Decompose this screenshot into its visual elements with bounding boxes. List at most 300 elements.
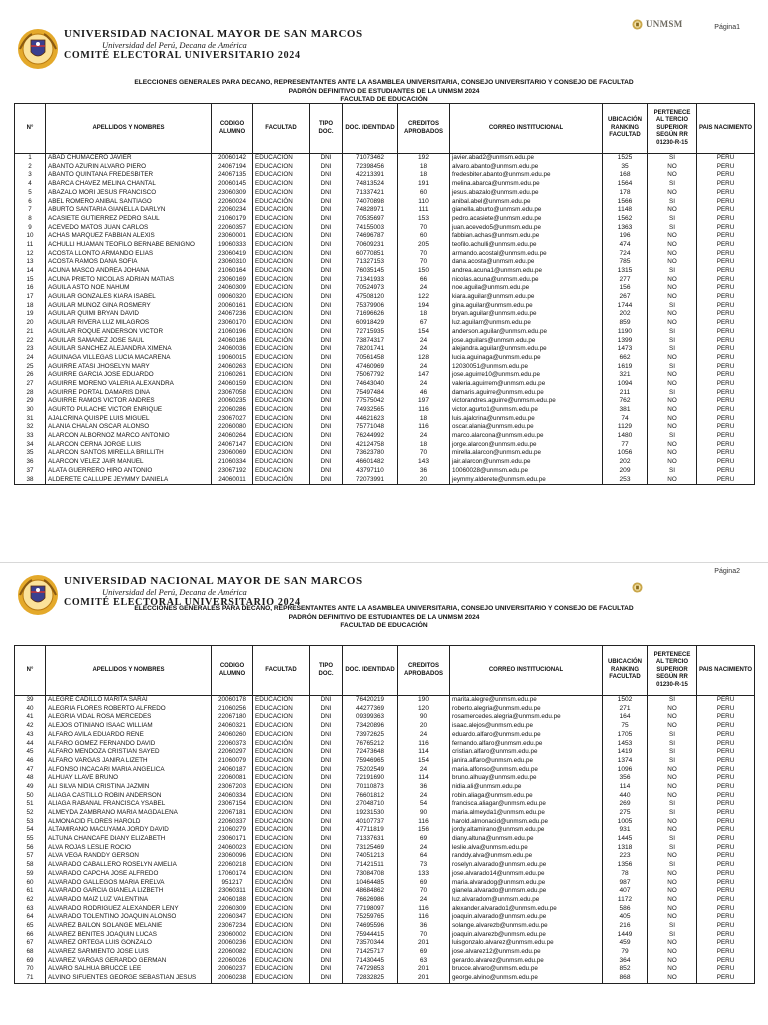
cell-ranking: 1129 [603, 423, 648, 432]
cell-row-number: 28 [15, 389, 46, 398]
cell-faculty: EDUCACIÓN [253, 189, 310, 198]
table-row [15, 258, 755, 267]
cell-ranking: 321 [603, 371, 648, 380]
cell-full-name: ALEJOS OTINIANO ISAAC WILLIAM [46, 722, 212, 731]
cell-row-number: 4 [15, 180, 46, 189]
cell-birth-country: PERU [697, 328, 755, 337]
cell-birth-country: PERU [697, 696, 755, 705]
cell-email: jair.alarcon@unmsm.edu.pe [450, 458, 603, 467]
cell-upper-third: NO [648, 380, 697, 389]
cell-doc-id: 74155003 [343, 224, 398, 233]
cell-faculty: EDUCACIÓN [253, 870, 310, 879]
cell-upper-third: NO [648, 887, 697, 896]
cell-ranking: 1374 [603, 757, 648, 766]
cell-student-code: 24060263 [212, 363, 253, 372]
cell-ranking: 785 [603, 258, 648, 267]
cell-faculty: EDUCACIÓN [253, 432, 310, 441]
cell-row-number: 55 [15, 835, 46, 844]
column-header-student-code: CODIGO ALUMNO [212, 104, 253, 154]
cell-upper-third: NO [648, 354, 697, 363]
table-row [15, 774, 755, 783]
cell-faculty: EDUCACIÓN [253, 783, 310, 792]
cell-birth-country: PERU [697, 458, 755, 467]
table-row [15, 800, 755, 809]
cell-upper-third: NO [648, 792, 697, 801]
table-row [15, 449, 755, 458]
cell-doc-type: DNI [310, 423, 343, 432]
cell-ranking: 223 [603, 852, 648, 861]
cell-email: teofilo.achulli@unmsm.edu.pe [450, 241, 603, 250]
cell-birth-country: PERU [697, 423, 755, 432]
column-header-doc-id: DOC. IDENTIDAD [343, 646, 398, 696]
cell-student-code: 23060069 [212, 449, 253, 458]
cell-doc-id: 74696787 [343, 232, 398, 241]
cell-ranking: 1094 [603, 380, 648, 389]
cell-ranking: 78 [603, 870, 648, 879]
cell-row-number: 40 [15, 705, 46, 714]
table-row [15, 302, 755, 311]
table-row [15, 475, 755, 484]
cell-row-number: 35 [15, 449, 46, 458]
table-row [15, 870, 755, 879]
university-header [64, 575, 363, 608]
cell-doc-id: 74932565 [343, 406, 398, 415]
cell-doc-id: 72832825 [343, 974, 398, 983]
cell-student-code: 23067027 [212, 415, 253, 424]
cell-doc-id: 74695596 [343, 922, 398, 931]
cell-upper-third: NO [648, 705, 697, 714]
table-row [15, 371, 755, 380]
cell-ranking: 1453 [603, 739, 648, 748]
table-row [15, 441, 755, 450]
cell-birth-country: PERU [697, 931, 755, 940]
cell-doc-id: 09399363 [343, 713, 398, 722]
cell-email: roberto.alegria@unmsm.edu.pe [450, 705, 603, 714]
cell-upper-third: SI [648, 267, 697, 276]
cell-faculty: EDUCACIÓN [253, 731, 310, 740]
cell-birth-country: PERU [697, 224, 755, 233]
cell-faculty: EDUCACIÓN [253, 267, 310, 276]
cell-credits: 24 [398, 731, 450, 740]
cell-credits: 20 [398, 475, 450, 484]
cell-full-name: ACHAS MARQUEZ FABBIAN ALEXIS [46, 232, 212, 241]
cell-doc-type: DNI [310, 276, 343, 285]
cell-row-number: 41 [15, 713, 46, 722]
cell-birth-country: PERU [697, 896, 755, 905]
cell-birth-country: PERU [697, 397, 755, 406]
cell-row-number: 25 [15, 363, 46, 372]
cell-student-code: 21060261 [212, 371, 253, 380]
cell-upper-third: NO [648, 475, 697, 484]
cell-doc-type: DNI [310, 792, 343, 801]
unmsm-logo [632, 17, 683, 31]
cell-ranking: 1190 [603, 328, 648, 337]
cell-full-name: ABURTO SANTARIA GIANELLA DARLYN [46, 206, 212, 215]
cell-doc-type: DNI [310, 345, 343, 354]
cell-row-number: 9 [15, 224, 46, 233]
cell-email: rosamercedes.alegria@unmsm.edu.pe [450, 713, 603, 722]
table-row [15, 809, 755, 818]
cell-faculty: EDUCACIÓN [253, 345, 310, 354]
cell-email: jeymmy.alderete@unmsm.edu.pe [450, 475, 603, 484]
cell-doc-type: DNI [310, 774, 343, 783]
cell-full-name: AGUILAR SAMANEZ JOSE SAUL [46, 336, 212, 345]
cell-ranking: 79 [603, 948, 648, 957]
cell-row-number: 29 [15, 397, 46, 406]
cell-row-number: 67 [15, 939, 46, 948]
cell-row-number: 37 [15, 467, 46, 476]
cell-doc-type: DNI [310, 800, 343, 809]
cell-full-name: ALVARO SALHUA BRUCCE LEE [46, 965, 212, 974]
cell-full-name: ALFARO VARGAS JANIRA LIZETH [46, 757, 212, 766]
cell-doc-id: 75944415 [343, 931, 398, 940]
cell-student-code: 23060170 [212, 319, 253, 328]
cell-row-number: 33 [15, 432, 46, 441]
cell-upper-third: NO [648, 441, 697, 450]
cell-upper-third: NO [648, 397, 697, 406]
cell-full-name: ALEGRIA VIDAL ROSA MERCEDES [46, 713, 212, 722]
cell-ranking: 724 [603, 250, 648, 259]
cell-email: luz.alvaradom@unmsm.edu.pe [450, 896, 603, 905]
roll-title: PADRÓN DEFINITIVO DE ESTUDIANTES DE LA UNMSM 2024 [288, 613, 480, 621]
cell-doc-id: 73623780 [343, 449, 398, 458]
cell-row-number: 5 [15, 189, 46, 198]
table-row [15, 739, 755, 748]
cell-doc-type: DNI [310, 380, 343, 389]
cell-birth-country: PERU [697, 905, 755, 914]
cell-ranking: 168 [603, 171, 648, 180]
cell-birth-country: PERU [697, 441, 755, 450]
cell-student-code: 22060081 [212, 774, 253, 783]
voter-roll-table [14, 645, 755, 984]
cell-upper-third: NO [648, 965, 697, 974]
cell-row-number: 47 [15, 766, 46, 775]
cell-credits: 24 [398, 345, 450, 354]
cell-row-number: 12 [15, 250, 46, 259]
cell-email: maria.alfonso@unmsm.edu.pe [450, 766, 603, 775]
cell-doc-id: 70110873 [343, 783, 398, 792]
table-row [15, 467, 755, 476]
table-row [15, 818, 755, 827]
column-header-upper-third: PERTENECE AL TERCIO SUPERIOR SEGÚN RR 01230-R-15 [648, 646, 697, 696]
cell-faculty: EDUCACIÓN [253, 722, 310, 731]
table-row [15, 852, 755, 861]
cell-student-code: 22060024 [212, 197, 253, 206]
cell-doc-type: DNI [310, 913, 343, 922]
cell-credits: 69 [398, 835, 450, 844]
cell-row-number: 56 [15, 844, 46, 853]
cell-full-name: ALFARO AVILA EDUARDO RENE [46, 731, 212, 740]
cell-doc-type: DNI [310, 922, 343, 931]
cell-row-number: 44 [15, 739, 46, 748]
table-row [15, 284, 755, 293]
table-row [15, 757, 755, 766]
electoral-committee: COMITÉ ELECTORAL UNIVERSITARIO 2024 [64, 50, 301, 61]
cell-full-name: ABANTO QUINTANA FREDESBITER [46, 171, 212, 180]
cell-full-name: ABAD CHUMACERO JAVIER [46, 154, 212, 163]
table-row [15, 406, 755, 415]
cell-student-code: 24060011 [212, 475, 253, 484]
cell-birth-country: PERU [697, 974, 755, 983]
cell-upper-third: NO [648, 774, 697, 783]
cell-ranking: 253 [603, 475, 648, 484]
cell-birth-country: PERU [697, 389, 755, 398]
cell-ranking: 762 [603, 397, 648, 406]
cell-faculty: EDUCACIÓN [253, 957, 310, 966]
cell-full-name: ALANIA CHALAN OSCAR ALONSO [46, 423, 212, 432]
cell-birth-country: PERU [697, 302, 755, 311]
table-row [15, 232, 755, 241]
cell-ranking: 196 [603, 232, 648, 241]
cell-email: solange.alvarezb@unmsm.edu.pe [450, 922, 603, 931]
cell-birth-country: PERU [697, 705, 755, 714]
cell-doc-type: DNI [310, 870, 343, 879]
cell-email: jordy.altamirano@unmsm.edu.pe [450, 826, 603, 835]
cell-birth-country: PERU [697, 276, 755, 285]
cell-doc-id: 40107737 [343, 818, 398, 827]
cell-student-code: 24060186 [212, 336, 253, 345]
cell-student-code: 23060171 [212, 835, 253, 844]
cell-full-name: ALVARADO GARCIA GIANELA LIZBETH [46, 887, 212, 896]
cell-student-code: 22060026 [212, 957, 253, 966]
table-row [15, 957, 755, 966]
cell-faculty: EDUCACIÓN [253, 354, 310, 363]
cell-student-code: 21060179 [212, 215, 253, 224]
table-row [15, 423, 755, 432]
cell-email: anderson.aguilar@unmsm.edu.pe [450, 328, 603, 337]
university-header [64, 28, 363, 61]
university-motto: Universidad del Perú, Decana de América [102, 587, 247, 597]
cell-student-code: 24060159 [212, 380, 253, 389]
cell-student-code: 23067234 [212, 922, 253, 931]
cell-ranking: 178 [603, 189, 648, 198]
cell-faculty: EDUCACIÓN [253, 302, 310, 311]
cell-doc-type: DNI [310, 241, 343, 250]
cell-faculty: EDUCACIÓN [253, 163, 310, 172]
cell-student-code: 21060279 [212, 826, 253, 835]
unmsm-seal-icon [632, 19, 643, 30]
cell-credits: 24 [398, 363, 450, 372]
cell-row-number: 10 [15, 232, 46, 241]
cell-full-name: AGUILAR SANCHEZ ALEJANDRA XIMENA [46, 345, 212, 354]
cell-doc-type: DNI [310, 406, 343, 415]
unmsm-logo [632, 580, 646, 594]
cell-doc-id: 71425717 [343, 948, 398, 957]
cell-upper-third: NO [648, 293, 697, 302]
cell-doc-type: DNI [310, 705, 343, 714]
cell-doc-type: DNI [310, 748, 343, 757]
cell-birth-country: PERU [697, 783, 755, 792]
cell-upper-third: SI [648, 800, 697, 809]
cell-birth-country: PERU [697, 948, 755, 957]
cell-row-number: 65 [15, 922, 46, 931]
cell-doc-type: DNI [310, 389, 343, 398]
cell-credits: 69 [398, 948, 450, 957]
cell-birth-country: PERU [697, 878, 755, 887]
cell-ranking: 114 [603, 783, 648, 792]
table-row [15, 336, 755, 345]
cell-ranking: 75 [603, 722, 648, 731]
cell-ranking: 35 [603, 163, 648, 172]
table-row [15, 713, 755, 722]
cell-student-code: 22060082 [212, 948, 253, 957]
cell-full-name: ALATA GUERRERO HIRO ANTONIO [46, 467, 212, 476]
cell-faculty: EDUCACIÓN [253, 336, 310, 345]
cell-full-name: ABANTO AZURIN ALVARO PIERO [46, 163, 212, 172]
unmsm-seal-icon [632, 582, 643, 593]
cell-row-number: 70 [15, 965, 46, 974]
cell-doc-type: DNI [310, 197, 343, 206]
cell-ranking: 1005 [603, 818, 648, 827]
cell-email: kiara.aguilar@unmsm.edu.pe [450, 293, 603, 302]
cell-credits: 60 [398, 232, 450, 241]
cell-doc-id: 60918429 [343, 319, 398, 328]
cell-student-code: 24067135 [212, 171, 253, 180]
cell-faculty: EDUCACIÓN [253, 861, 310, 870]
cell-birth-country: PERU [697, 449, 755, 458]
cell-email: alejandra.aguilar@unmsm.edu.pe [450, 345, 603, 354]
cell-upper-third: NO [648, 163, 697, 172]
cell-doc-type: DNI [310, 939, 343, 948]
cell-student-code: 22060297 [212, 748, 253, 757]
cell-upper-third: SI [648, 389, 697, 398]
cell-full-name: ALVAREZ ORTEGA LUIS GONZALO [46, 939, 212, 948]
cell-row-number: 59 [15, 870, 46, 879]
cell-full-name: AGUIRRE MORENO VALERIA ALEXANDRA [46, 380, 212, 389]
cell-doc-id: 74813524 [343, 180, 398, 189]
table-row [15, 345, 755, 354]
cell-row-number: 20 [15, 319, 46, 328]
cell-student-code: 22060347 [212, 913, 253, 922]
cell-email: roselyn.alvarado@unmsm.edu.pe [450, 861, 603, 870]
cell-row-number: 32 [15, 423, 46, 432]
cell-faculty: EDUCACIÓN [253, 415, 310, 424]
cell-upper-third: SI [648, 180, 697, 189]
cell-student-code: 22060286 [212, 406, 253, 415]
cell-row-number: 45 [15, 748, 46, 757]
cell-ranking: 459 [603, 939, 648, 948]
cell-credits: 147 [398, 371, 450, 380]
cell-upper-third: SI [648, 757, 697, 766]
cell-ranking: 586 [603, 905, 648, 914]
cell-email: valeria.aguirrem@unmsm.edu.pe [450, 380, 603, 389]
cell-doc-type: DNI [310, 722, 343, 731]
table-row [15, 844, 755, 853]
cell-credits: 18 [398, 415, 450, 424]
cell-email: noe.aguila@unmsm.edu.pe [450, 284, 603, 293]
table-row [15, 939, 755, 948]
cell-doc-type: DNI [310, 215, 343, 224]
cell-full-name: AGUIRRE PORTAL DÁMARIS DINA [46, 389, 212, 398]
cell-faculty: EDUCACIÓN [253, 293, 310, 302]
cell-row-number: 7 [15, 206, 46, 215]
table-row [15, 267, 755, 276]
cell-full-name: AGUIRRE GARCIA JOSE EDUARDO [46, 371, 212, 380]
cell-upper-third: NO [648, 713, 697, 722]
cell-email: luis.ajalcrina@unmsm.edu.pe [450, 415, 603, 424]
cell-upper-third: SI [648, 215, 697, 224]
cell-ranking: 868 [603, 974, 648, 983]
cell-email: bruno.alhuay@unmsm.edu.pe [450, 774, 603, 783]
cell-birth-country: PERU [697, 363, 755, 372]
cell-faculty: EDUCACIÓN [253, 406, 310, 415]
cell-full-name: ALI SILVA NIDIA CRISTINA JAZMÍN [46, 783, 212, 792]
table-row [15, 922, 755, 931]
cell-credits: 66 [398, 276, 450, 285]
cell-faculty: EDUCACIÓN [253, 705, 310, 714]
cell-ranking: 74 [603, 415, 648, 424]
cell-student-code: 22060357 [212, 224, 253, 233]
cell-birth-country: PERU [697, 748, 755, 757]
table-row [15, 154, 755, 163]
cell-doc-id: 71696626 [343, 310, 398, 319]
cell-student-code: 20060145 [212, 180, 253, 189]
cell-faculty: EDUCACIÓN [253, 757, 310, 766]
cell-upper-third: NO [648, 415, 697, 424]
cell-doc-id: 74051213 [343, 852, 398, 861]
cell-upper-third: NO [648, 458, 697, 467]
cell-student-code: 23060311 [212, 887, 253, 896]
cell-full-name: ALVINO SIFUENTES GEORGE SEBASTIAN JESUS [46, 974, 212, 983]
cell-student-code: 20060235 [212, 397, 253, 406]
cell-credits: 18 [398, 310, 450, 319]
cell-row-number: 43 [15, 731, 46, 740]
cell-faculty: EDUCACIÓN [253, 948, 310, 957]
cell-upper-third: SI [648, 922, 697, 931]
cell-email: oscar.alania@unmsm.edu.pe [450, 423, 603, 432]
cell-doc-id: 76601812 [343, 792, 398, 801]
cell-birth-country: PERU [697, 766, 755, 775]
cell-ranking: 1525 [603, 154, 648, 163]
table-row [15, 458, 755, 467]
cell-full-name: ACHULLI HUAMAN TEOFILO BERNABE BENIGNO [46, 241, 212, 250]
cell-row-number: 14 [15, 267, 46, 276]
cell-upper-third: SI [648, 302, 697, 311]
cell-email: fredesbiter.abanto@unmsm.edu.pe [450, 171, 603, 180]
table-row [15, 215, 755, 224]
cell-doc-type: DNI [310, 826, 343, 835]
cell-credits: 63 [398, 957, 450, 966]
cell-email: gianela.alvarado@unmsm.edu.pe [450, 887, 603, 896]
cell-doc-id: 46601482 [343, 458, 398, 467]
cell-student-code: 20060178 [212, 696, 253, 705]
cell-email: bryan.aguilar@unmsm.edu.pe [450, 310, 603, 319]
cell-credits: 24 [398, 380, 450, 389]
cell-student-code: 24060260 [212, 731, 253, 740]
cell-student-code: 23060096 [212, 852, 253, 861]
cell-faculty: EDUCACIÓN [253, 896, 310, 905]
cell-upper-third: SI [648, 861, 697, 870]
cell-email: luisgonzalo.alvarez@unmsm.edu.pe [450, 939, 603, 948]
table-row [15, 276, 755, 285]
cell-doc-id: 73420896 [343, 722, 398, 731]
cell-faculty: EDUCACIÓN [253, 800, 310, 809]
cell-upper-third: SI [648, 467, 697, 476]
table-row [15, 389, 755, 398]
cell-row-number: 64 [15, 913, 46, 922]
cell-full-name: ALTAMIRANO MACUYAMA JORDY DAVID [46, 826, 212, 835]
cell-doc-type: DNI [310, 302, 343, 311]
cell-student-code: 21060256 [212, 705, 253, 714]
cell-doc-id: 71341933 [343, 276, 398, 285]
cell-ranking: 202 [603, 458, 648, 467]
cell-upper-third: NO [648, 276, 697, 285]
cell-email: 12030051@unmsm.edu.pe [450, 363, 603, 372]
cell-email: leslie.alva@unmsm.edu.pe [450, 844, 603, 853]
cell-credits: 73 [398, 861, 450, 870]
cell-upper-third: NO [648, 939, 697, 948]
cell-email: fernando.alfaro@unmsm.edu.pe [450, 739, 603, 748]
